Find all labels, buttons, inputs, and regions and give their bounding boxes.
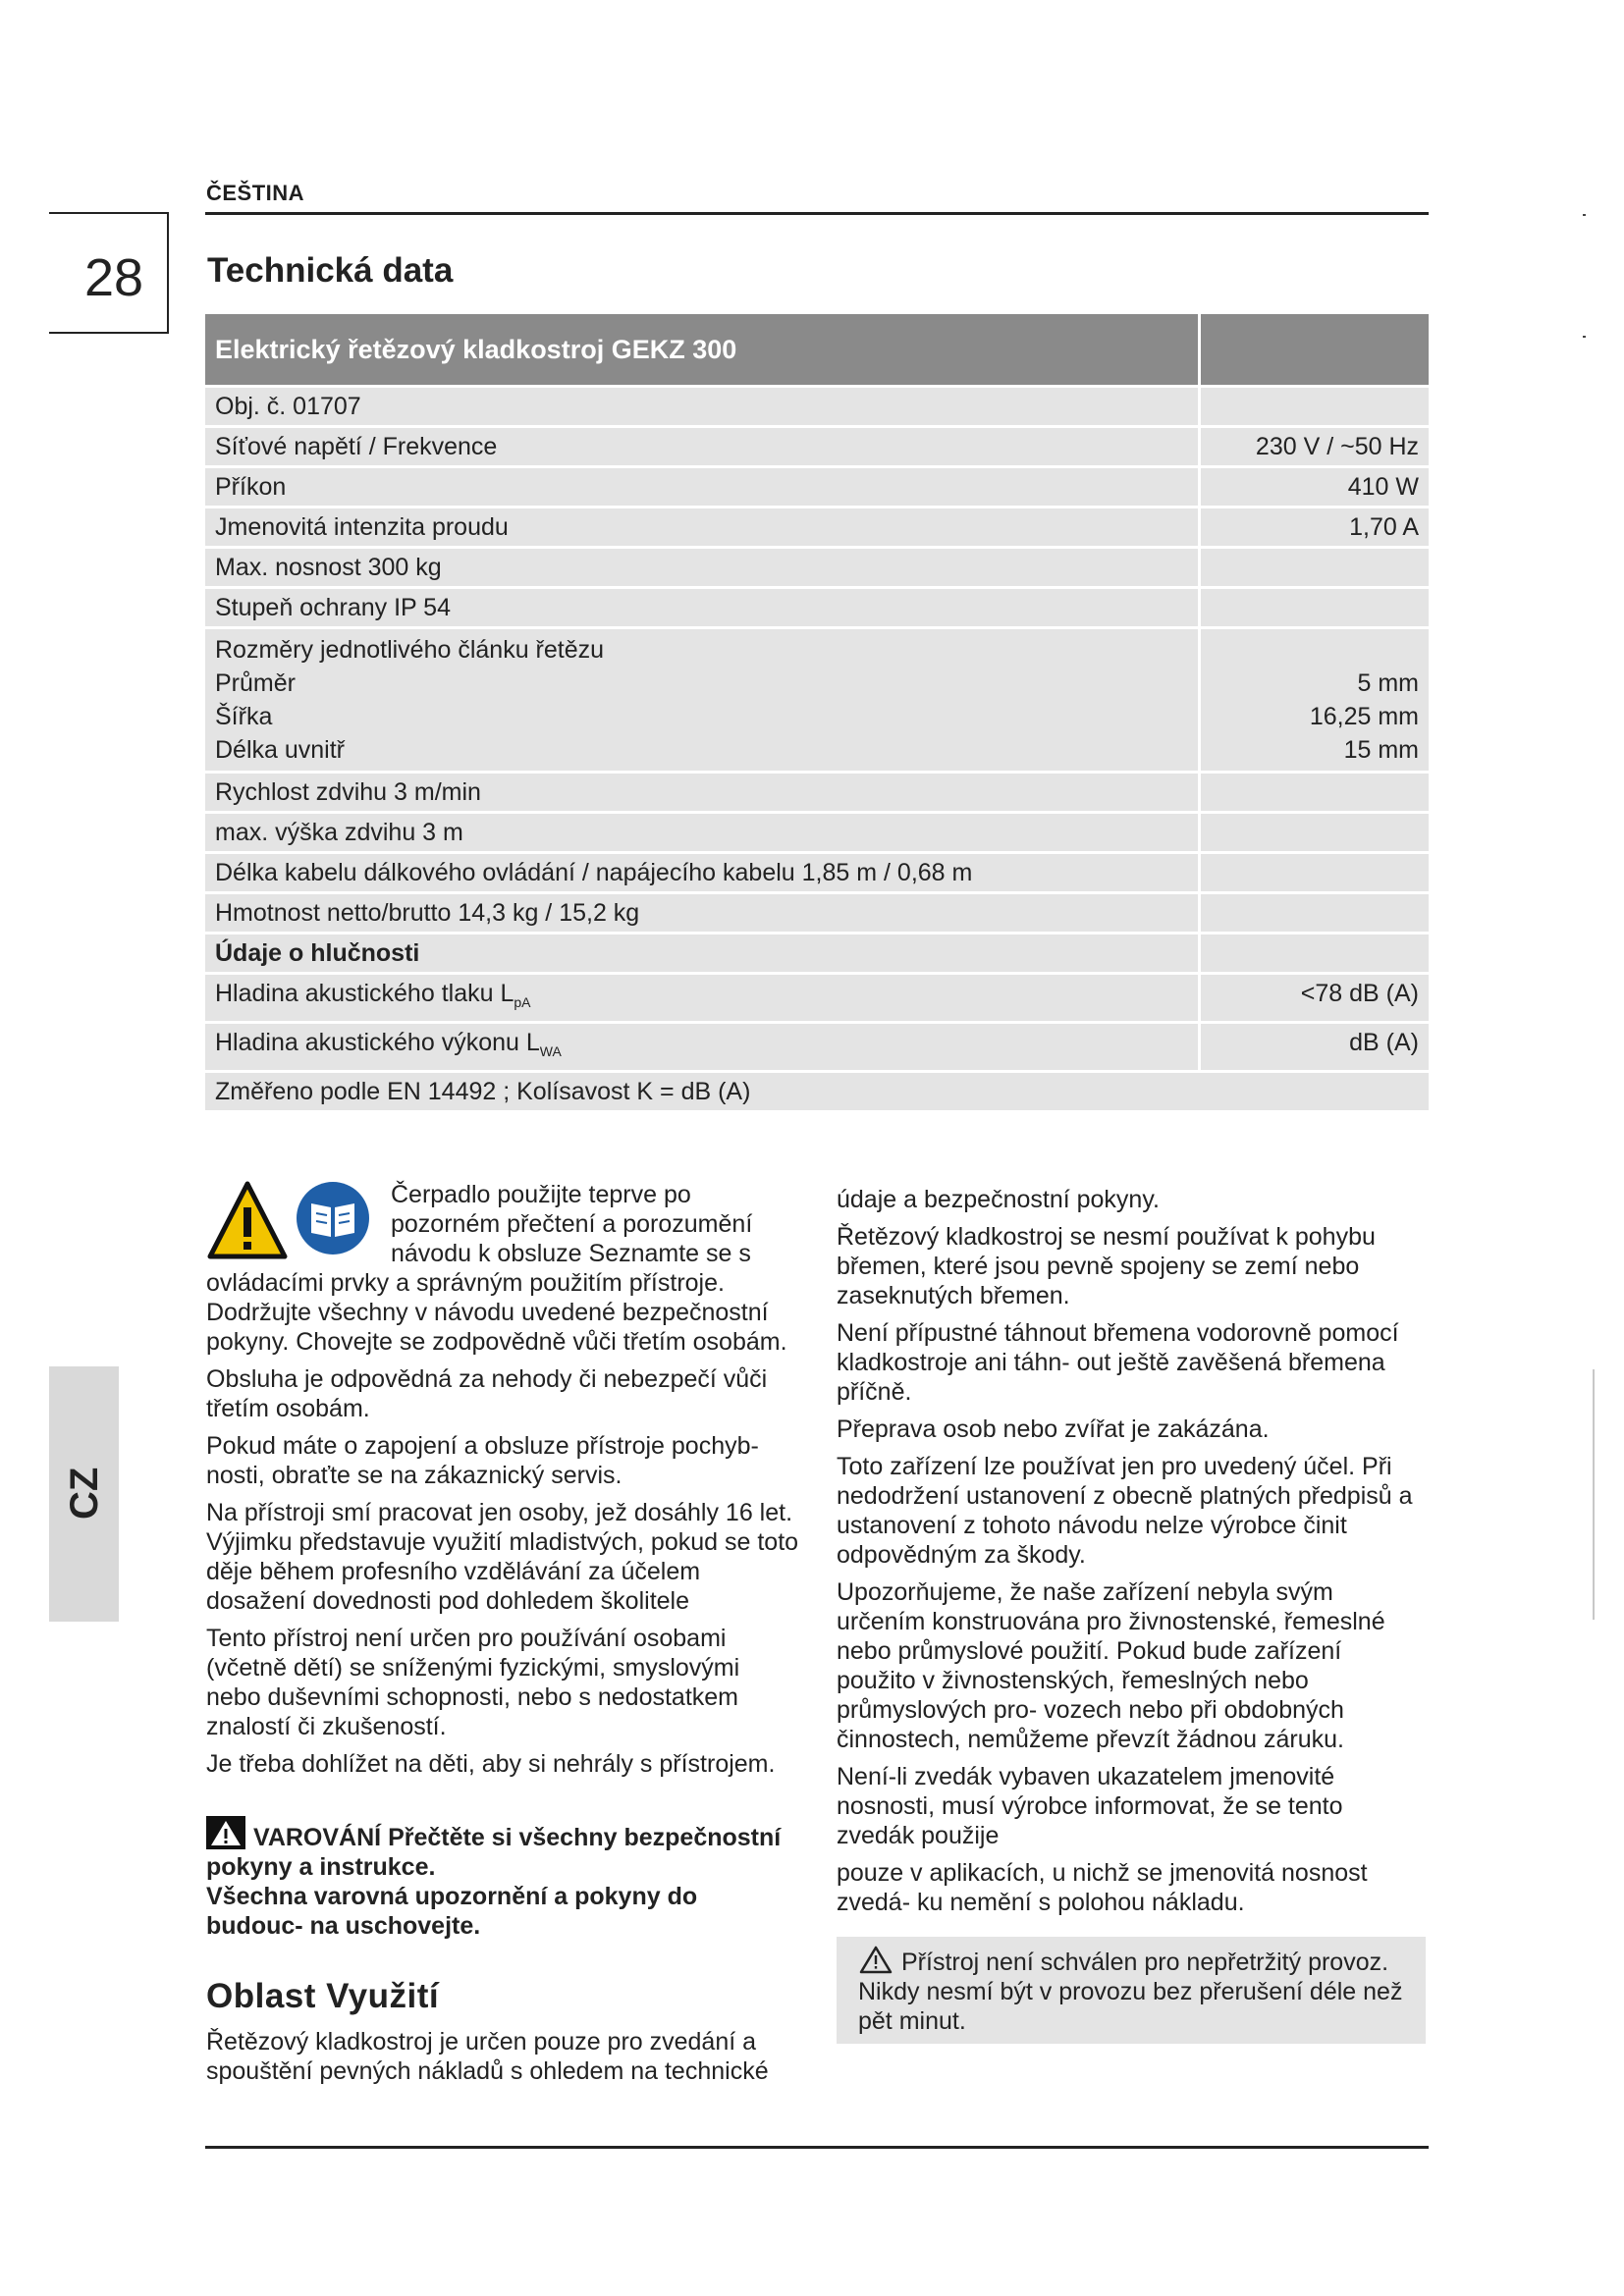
row-label: Délka kabelu dálkového ovládání / napájecího kabelu 1,85 m / 0,68 m: [205, 851, 1198, 891]
table-row-noise-title: [205, 932, 1429, 972]
page-title: Technická data: [207, 251, 454, 290]
page-number: 28: [84, 248, 144, 307]
margin-line: [1593, 1369, 1595, 1620]
table-row: [205, 546, 1429, 586]
paragraph: Na přístroji smí pracovat jen osoby, jež dosáhly 16 let. Výjimku představuje využití mladistvých, pokud se toto děje během profesního vzdělávání za účelem dosažení dovednosti pod dohledem školitele: [206, 1499, 799, 1615]
table-row: [205, 506, 1429, 546]
side-tab-label: CZ: [63, 1467, 106, 1520]
paragraph: Přeprava osob nebo zvířat je zakázána.: [837, 1415, 1270, 1443]
warning-block: [206, 1816, 800, 1941]
note-box: [837, 1937, 1426, 2044]
table-row: [205, 385, 1429, 425]
chain-item-value: 16,25 mm: [1309, 703, 1419, 730]
row-value: [1198, 851, 1429, 891]
row-value: 230 V / ~50 Hz: [1198, 425, 1429, 465]
read-manual-icon: [295, 1180, 371, 1256]
power-subscript: WA: [539, 1043, 562, 1059]
table-row: [205, 891, 1429, 932]
row-label: Max. nosnost 300 kg: [205, 546, 1198, 586]
margin-tick: [1583, 336, 1586, 338]
paragraph: Pokud máte o zapojení a obsluze přístroje pochyb- nosti, obraťte se na zákaznický servis.: [206, 1432, 759, 1489]
paragraph: Řetězový kladkostroj se nesmí používat k pohybu břemen, které jsou pevně spojeny se zemí nebo zaseknutých břemen.: [837, 1223, 1376, 1309]
chain-title: Rozměry jednotlivého článku řetězu: [215, 636, 605, 664]
row-value: [1198, 586, 1429, 626]
margin-tick: [1583, 214, 1586, 216]
paragraph: údaje a bezpečnostní pokyny.: [837, 1186, 1160, 1213]
table-row-chain: [205, 626, 1429, 771]
row-label: Síťové napětí / Frekvence: [205, 425, 1198, 465]
left-column: [206, 1180, 800, 2094]
top-divider: [205, 212, 1429, 215]
paragraph: Je třeba dohlížet na děti, aby si nehrály s přístrojem.: [206, 1750, 776, 1778]
row-label: Hmotnost netto/brutto 14,3 kg / 15,2 kg: [205, 891, 1198, 932]
table-header-row: [205, 314, 1429, 385]
table-row: [205, 771, 1429, 811]
chain-item-label: Šířka: [215, 703, 273, 730]
noise-title: Údaje o hlučnosti: [205, 932, 1198, 972]
paragraph: Upozorňujeme, že naše zařízení nebyla svým určením konstruována pro živnostenské, řemeslné nebo průmyslové použití. Pokud bude zařízení použito v živnostenských, řemeslných nebo průmyslových pro- vozech nebo při obdobných činnostech, nemůžeme převzít žádnou záruku.: [837, 1578, 1385, 1753]
chain-item-label: Průměr: [215, 669, 296, 697]
warning-outline-icon: [858, 1945, 893, 1974]
warning-box-icon: [206, 1816, 245, 1849]
section-text: Řetězový kladkostroj je určen pouze pro zvedání a spouštění pevných nákladů s ohledem na technické: [206, 2028, 769, 2085]
language-side-tab: [49, 1366, 119, 1622]
bottom-divider: [205, 2146, 1429, 2149]
paragraph: Toto zařízení lze používat jen pro uvedený účel. Při nedodržení ustanovení z obecně platných předpisů a ustanovení z tohoto návodu nelze výrobce činit odpovědným za škody.: [837, 1453, 1413, 1569]
table-row: [205, 811, 1429, 851]
table-row: [205, 465, 1429, 506]
tech-data-table: [205, 314, 1429, 1110]
pressure-subscript: pA: [514, 994, 531, 1010]
intro-paragraph: Čerpadlo použijte teprve po pozorném přečtení a porozumění návodu k obsluze Seznamte se s ovládacími prvky a správným použitím přístroje. Dodržujte všechny v návodu uvedené bezpečnostní pokyny. Chovejte se zodpovědně vůči třetím osobám.: [206, 1181, 787, 1356]
table-row: [205, 851, 1429, 891]
pressure-label: Hladina akustického tlaku L: [215, 980, 514, 1007]
table-header-title: Elektrický řetězový kladkostroj GEKZ 300: [205, 314, 1198, 385]
pressure-value: <78 dB (A): [1198, 972, 1429, 1021]
row-label: Rychlost zdvihu 3 m/min: [205, 771, 1198, 811]
paragraph: Obsluha je odpovědná za nehody či nebezpečí vůči třetím osobám.: [206, 1365, 768, 1422]
table-row: [205, 1070, 1429, 1110]
chain-item-label: Délka uvnitř: [215, 736, 345, 764]
warning-text-2: Všechna varovná upozornění a pokyny do budouc- na uschovejte.: [206, 1883, 698, 1940]
paragraph: Není přípustné táhnout břemena vodorovně pomocí kladkostroje ani táhn- out ještě zavěšená břemena příčně.: [837, 1319, 1399, 1406]
power-label: Hladina akustického výkonu L: [215, 1029, 540, 1056]
measured-note: Změřeno podle EN 14492 ; Kolísavost K = dB (A): [205, 1070, 1429, 1110]
row-label: Obj. č. 01707: [205, 385, 1198, 425]
chain-item-value: 5 mm: [1357, 669, 1419, 697]
chain-item-value: 15 mm: [1343, 736, 1419, 764]
row-label: Stupeň ochrany IP 54: [205, 586, 1198, 626]
row-value: [1198, 811, 1429, 851]
safety-icons: [206, 1180, 383, 1268]
row-label: Příkon: [205, 465, 1198, 506]
row-value: [1198, 771, 1429, 811]
language-label: ČEŠTINA: [206, 181, 305, 205]
table-row: [205, 1021, 1429, 1070]
warning-label: VAROVÁNÍ: [253, 1824, 382, 1851]
section-title: Oblast Využití: [206, 1977, 440, 2015]
warning-triangle-icon: [206, 1180, 289, 1262]
note-text: Přístroj není schválen pro nepřetržitý provoz. Nikdy nesmí být v provozu bez přerušení déle než pět minut.: [858, 1949, 1403, 2035]
row-label: Jmenovitá intenzita proudu: [205, 506, 1198, 546]
table-row: [205, 972, 1429, 1021]
row-value: 1,70 A: [1198, 506, 1429, 546]
right-column: [837, 1185, 1426, 2044]
paragraph: pouze v aplikacích, u nichž se jmenovitá nosnost zvedá- ku nemění s polohou nákladu.: [837, 1859, 1368, 1916]
row-value: 410 W: [1198, 465, 1429, 506]
row-value: [1198, 546, 1429, 586]
row-value: [1198, 385, 1429, 425]
power-value: dB (A): [1198, 1021, 1429, 1070]
paragraph: Tento přístroj není určen pro používání osobami (včetně dětí) se sníženými fyzickými, smyslovými nebo duševními schopnosti, nebo s nedostatkem znalostí či zkušeností.: [206, 1625, 740, 1740]
row-label: max. výška zdvihu 3 m: [205, 811, 1198, 851]
warning-text: Přečtěte si všechny bezpečnostní pokyny a instrukce.: [206, 1824, 782, 1881]
table-row: [205, 425, 1429, 465]
paragraph: Není-li zvedák vybaven ukazatelem jmenovité nosnosti, musí výrobce informovat, že se tento zvedák použije: [837, 1763, 1343, 1849]
row-value: [1198, 891, 1429, 932]
table-row: [205, 586, 1429, 626]
